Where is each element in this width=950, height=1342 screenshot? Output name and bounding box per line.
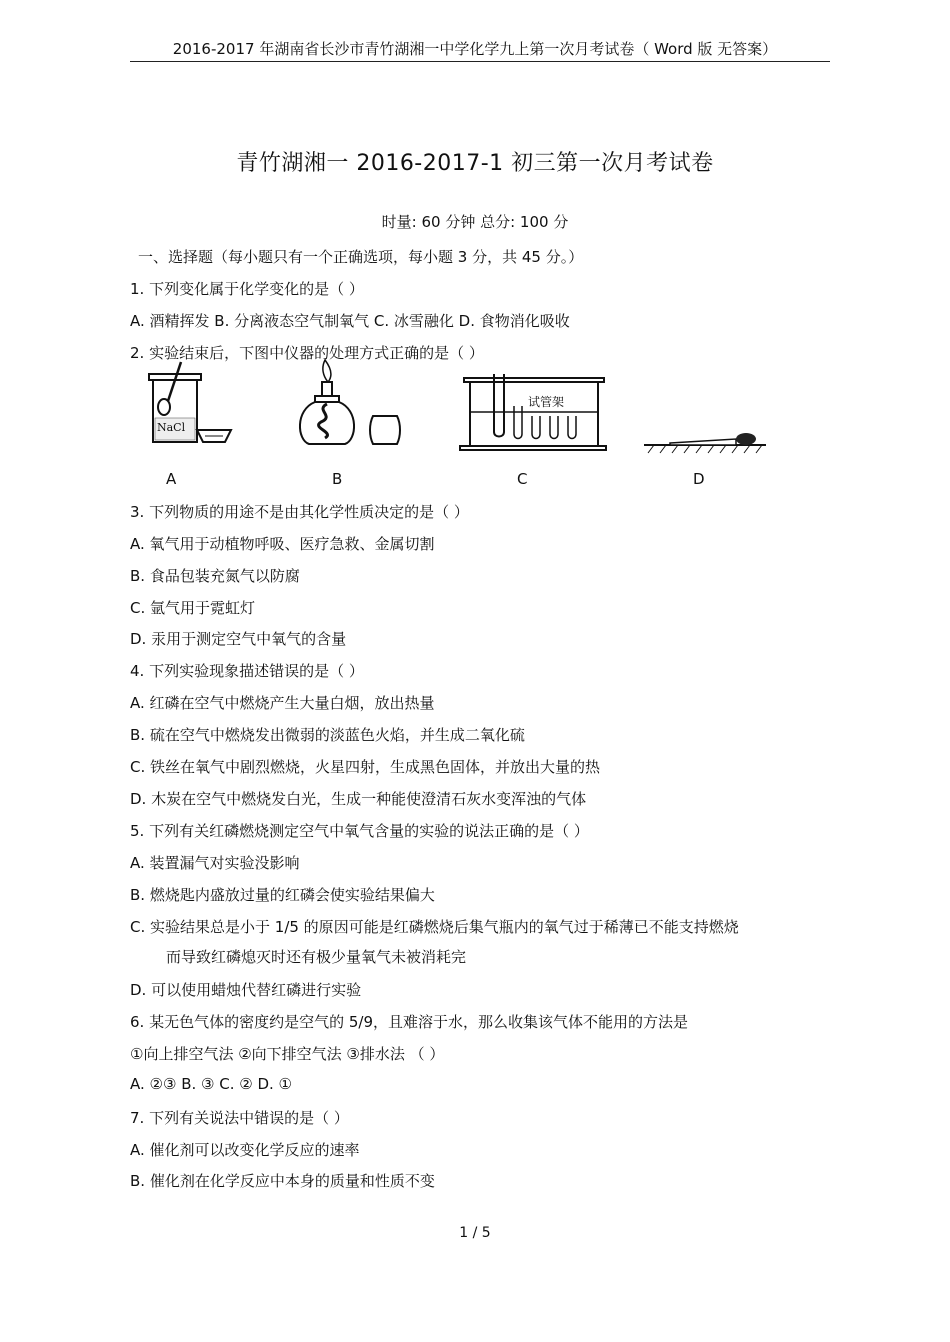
nacl-label: NaCl xyxy=(157,421,186,434)
figure-d-dropper xyxy=(640,425,770,457)
question-4-option-d: D. 木炭在空气中燃烧发白光，生成一种能使澄清石灰水变浑浊的气体 xyxy=(130,790,587,808)
question-6: 6. 某无色气体的密度约是空气的 5/9，且难溶于水，那么收集该气体不能用的方法是 xyxy=(130,1013,688,1031)
question-3-option-b: B. 食品包装充氮气以防腐 xyxy=(130,567,300,585)
question-6-methods: ①向上排空气法 ②向下排空气法 ③排水法 （ ） xyxy=(130,1045,445,1063)
figure-c-test-tube-rack xyxy=(458,372,610,454)
running-header: 2016-2017 年湖南省长沙市青竹湖湘一中学化学九上第一次月考试卷（ Word 版 无答案） xyxy=(172,40,778,58)
question-5-option-c-cont: 而导致红磷熄灭时还有极少量氧气未被消耗完 xyxy=(166,948,467,966)
figure-label-d: D xyxy=(693,470,705,488)
figure-b-alcohol-lamp xyxy=(295,358,415,453)
page-number: 1 / 5 xyxy=(459,1225,491,1241)
question-7: 7. 下列有关说法中错误的是（ ） xyxy=(130,1109,349,1127)
question-5: 5. 下列有关红磷燃烧测定空气中氧气含量的实验的说法正确的是（ ） xyxy=(130,822,589,840)
question-3-option-d: D. 汞用于测定空气中氧气的含量 xyxy=(130,630,347,648)
question-5-option-d: D. 可以使用蜡烛代替红磷进行实验 xyxy=(130,981,362,999)
figure-label-a: A xyxy=(166,470,177,488)
question-3: 3. 下列物质的用途不是由其化学性质决定的是（ ） xyxy=(130,503,469,521)
question-5-option-c: C. 实验结果总是小于 1/5 的原因可能是红磷燃烧后集气瓶内的氧气过于稀薄已不能支持燃烧 xyxy=(130,918,739,936)
question-3-option-c: C. 氩气用于霓虹灯 xyxy=(130,599,256,617)
exam-title: 青竹湖湘一 2016-2017-1 初三第一次月考试卷 xyxy=(236,151,714,176)
question-7-option-b: B. 催化剂在化学反应中本身的质量和性质不变 xyxy=(130,1172,435,1190)
question-6-options: A. ②③ B. ③ C. ② D. ① xyxy=(130,1075,292,1093)
figure-a-reagent-bottle xyxy=(145,360,240,450)
question-4: 4. 下列实验现象描述错误的是（ ） xyxy=(130,662,364,680)
question-4-option-b: B. 硫在空气中燃烧发出微弱的淡蓝色火焰，并生成二氧化硫 xyxy=(130,726,525,744)
header-rule xyxy=(130,61,830,62)
question-1-options: A. 酒精挥发 B. 分离液态空气制氧气 C. 冰雪融化 D. 食物消化吸收 xyxy=(130,312,570,330)
question-3-option-a: A. 氧气用于动植物呼吸、医疗急救、金属切割 xyxy=(130,535,435,553)
exam-meta: 时量: 60 分钟 总分: 100 分 xyxy=(381,213,569,231)
figure-label-c: C xyxy=(517,470,528,488)
question-7-option-a: A. 催化剂可以改变化学反应的速率 xyxy=(130,1141,360,1159)
section-heading: 一、选择题（每小题只有一个正确选项，每小题 3 分，共 45 分。） xyxy=(138,248,584,266)
question-4-option-c: C. 铁丝在氧气中剧烈燃烧，火星四射，生成黑色固体，并放出大量的热 xyxy=(130,758,601,776)
question-4-option-a: A. 红磷在空气中燃烧产生大量白烟，放出热量 xyxy=(130,694,435,712)
question-1: 1. 下列变化属于化学变化的是（ ） xyxy=(130,280,364,298)
rack-label: 试管架 xyxy=(528,395,565,409)
question-5-option-b: B. 燃烧匙内盛放过量的红磷会使实验结果偏大 xyxy=(130,886,435,904)
figure-label-b: B xyxy=(332,470,343,488)
question-5-option-a: A. 装置漏气对实验没影响 xyxy=(130,854,300,872)
question-2: 2. 实验结束后，下图中仪器的处理方式正确的是（ ） xyxy=(130,344,484,362)
